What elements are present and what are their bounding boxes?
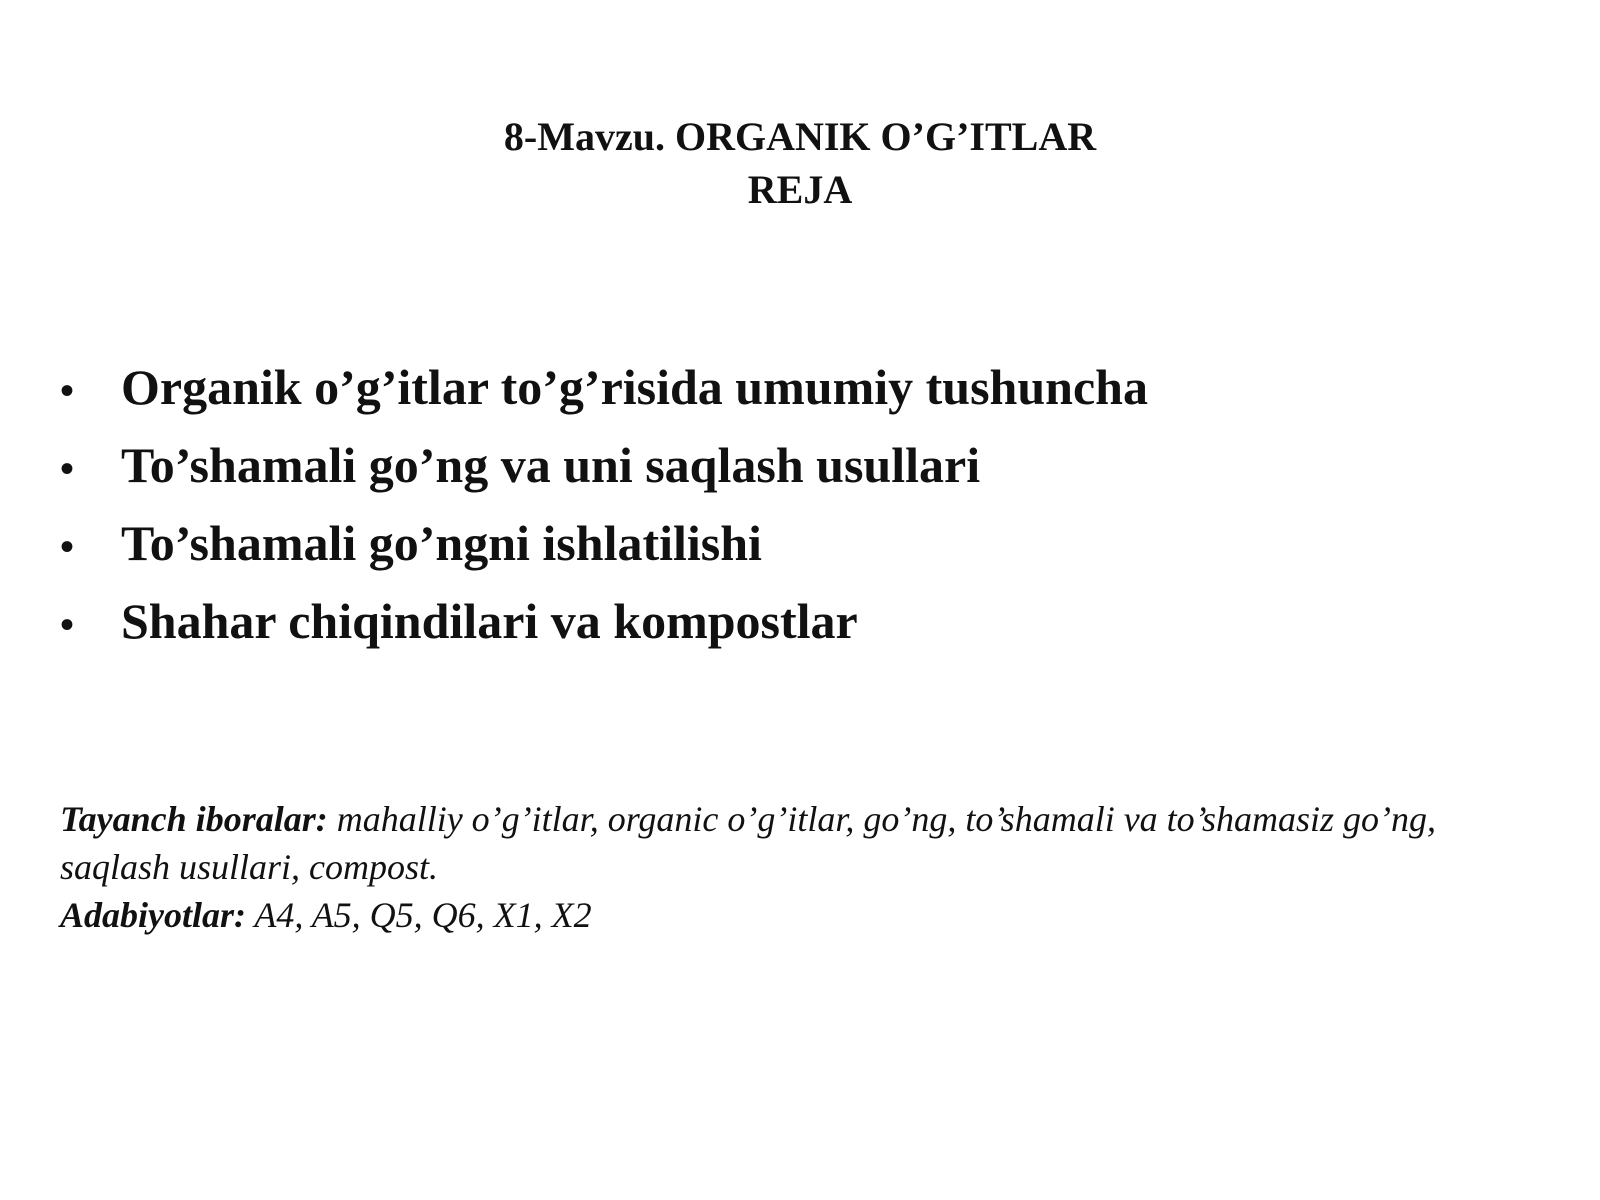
bullet-icon: • xyxy=(60,602,75,647)
title-topic: 8-Mavzu. ORGANIK O’G’ITLAR xyxy=(503,114,1097,159)
references-text: A4, A5, Q5, Q6, X1, X2 xyxy=(246,895,592,935)
bullet-icon: • xyxy=(60,524,75,569)
keywords-paragraph xyxy=(60,795,1520,891)
plan-list xyxy=(60,350,1148,662)
keywords-label: Tayanch iboralar: xyxy=(60,799,328,839)
list-item-text: Shahar chiqindilari va kompostlar xyxy=(121,593,858,649)
list-item xyxy=(60,428,1148,506)
slide-title xyxy=(0,110,1600,216)
list-item-text: To’shamali go’ng va uni saqlash usullari xyxy=(121,437,981,493)
references-paragraph xyxy=(60,891,1520,939)
references-label: Adabiyotlar: xyxy=(60,895,246,935)
list-item xyxy=(60,350,1148,428)
keywords-text: mahalliy o’g’itlar, organic o’g’itlar, go’ng, to’shamali va to’shamasiz go’ng, saqlash usullari, compost. xyxy=(60,799,1437,887)
list-item-text: To’shamali go’ngni ishlatilishi xyxy=(121,515,762,571)
list-item xyxy=(60,584,1148,662)
bullet-icon: • xyxy=(60,368,75,413)
list-item-text: Organik o’g’itlar to’g’risida umumiy tushuncha xyxy=(121,359,1148,415)
title-plan-heading: REJA xyxy=(747,167,853,212)
bullet-icon: • xyxy=(60,446,75,491)
list-item xyxy=(60,506,1148,584)
